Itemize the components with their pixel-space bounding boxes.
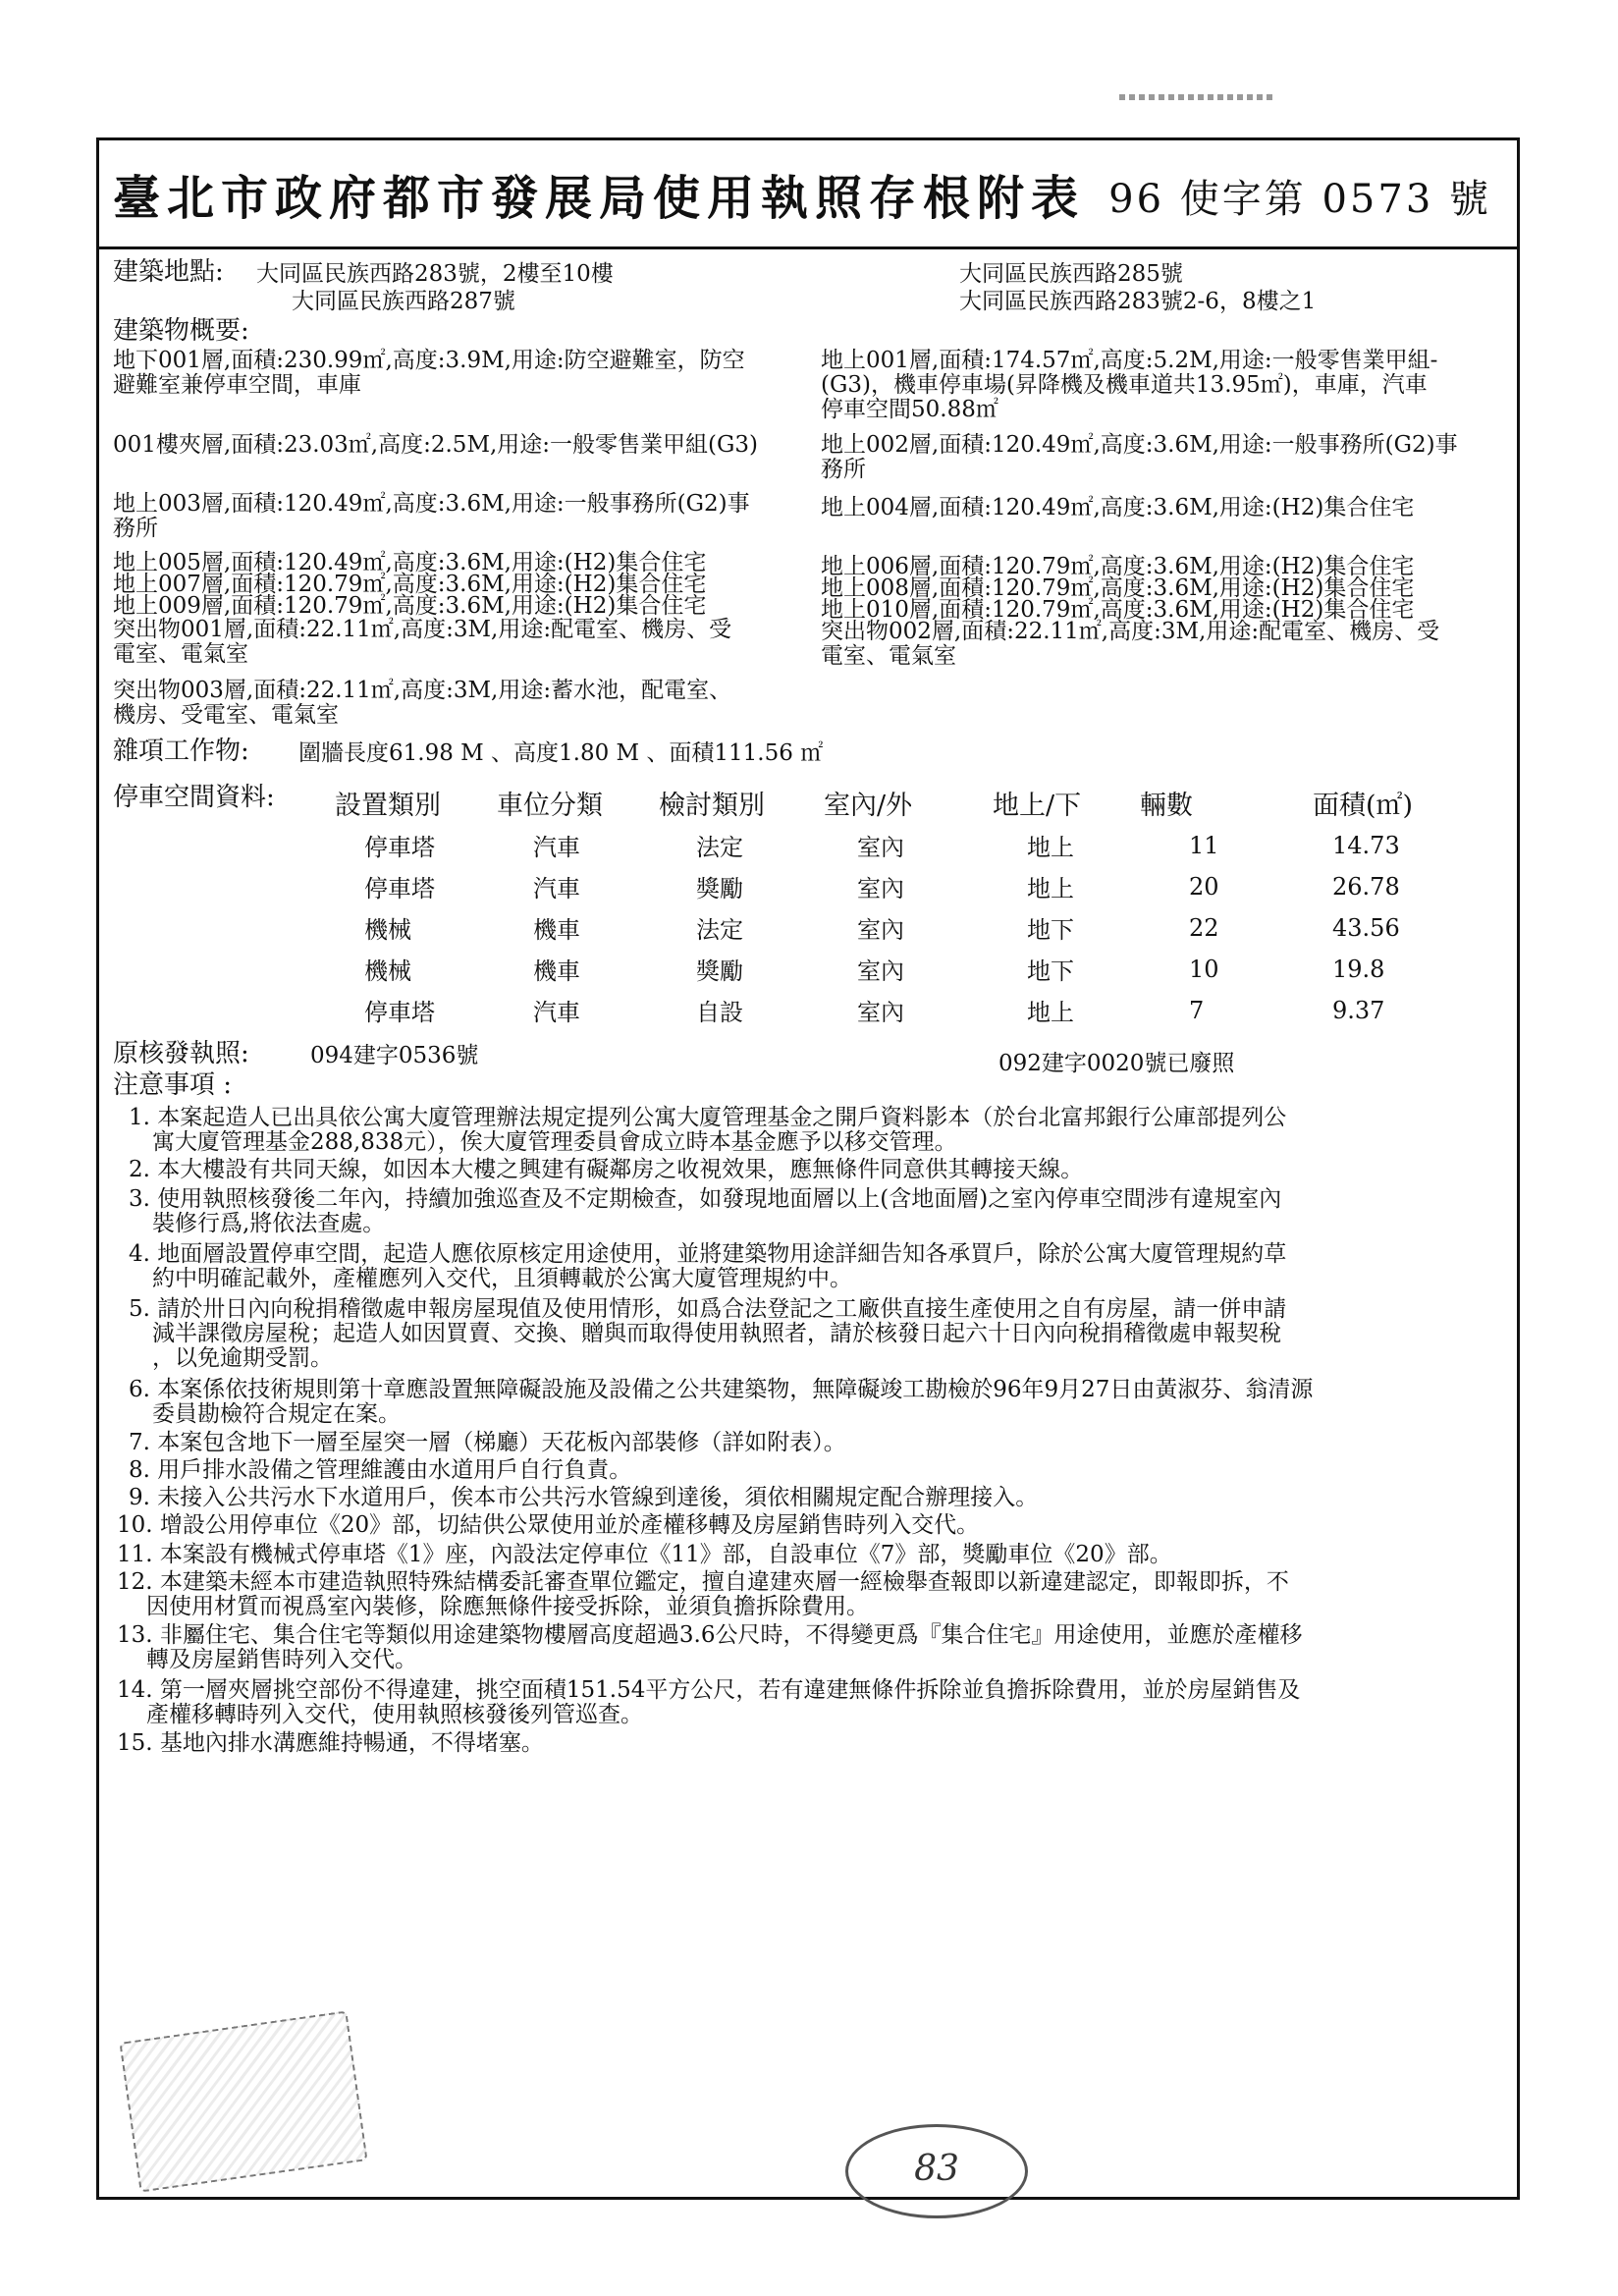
parking-header: 設置類別: [335, 791, 441, 821]
overview-line: 地上001層,面積:174.57㎡,高度:5.2M,用途:一般零售業甲組-: [821, 348, 1438, 373]
parking-cell: 室內: [857, 875, 904, 902]
parking-cell: 法定: [696, 916, 743, 944]
overview-line: 機房、受電室、電氣室: [113, 702, 339, 728]
overview-line: 務所: [821, 457, 866, 482]
page-title: 臺北市政府都市發展局使用執照存根附表: [113, 171, 1086, 226]
parking-cell: 停車塔: [364, 875, 435, 902]
parking-cell: 地下: [1027, 916, 1074, 944]
original-license-value: 094建字0536號: [310, 1043, 479, 1068]
parking-cell: 26.78: [1332, 873, 1400, 901]
parking-cell: 汽車: [533, 834, 580, 861]
overview-line: 地上003層,面積:120.49㎡,高度:3.6M,用途:一般事務所(G2)事: [113, 491, 750, 517]
note-line: 3. 使用執照核發後二年內，持續加強巡查及不定期檢查，如發現地面層以上(含地面層)之室內停車空間涉有違規室內: [129, 1186, 1282, 1212]
parking-cell: 19.8: [1332, 956, 1385, 983]
note-line: 9. 未接入公共污水下水道用戶，俟本市公共污水管線到達後，須依相關規定配合辦理接入。: [129, 1485, 1039, 1510]
parking-cell: 43.56: [1332, 914, 1400, 942]
parking-cell: 自設: [696, 999, 743, 1026]
parking-cell: 獎勵: [696, 957, 743, 985]
parking-cell: 機車: [533, 916, 580, 944]
parking-cell: 14.73: [1332, 832, 1400, 859]
parking-cell: 地下: [1027, 957, 1074, 985]
note-line: 1. 本案起造人已出具依公寓大廈管理辦法規定提列公寓大廈管理基金之開戶資料影本（於台北富邦銀行公庫部提列公: [129, 1105, 1287, 1130]
overview-line: 務所: [113, 516, 158, 541]
overview-line: 地上007層,面積:120.79㎡,高度:3.6M,用途:(H2)集合住宅: [113, 572, 707, 597]
address-4: 大同區民族西路283號2-6，8樓之1: [959, 289, 1317, 314]
note-line: 轉及房屋銷售時列入交代。: [146, 1647, 417, 1672]
page-stamp: [845, 2124, 1028, 2218]
overview-line: 停車空間50.88㎡: [821, 397, 998, 422]
note-line: 10. 增設公用停車位《20》部，切結供公眾使用並於產權移轉及房屋銷售時列入交代。: [117, 1512, 980, 1538]
parking-cell: 10: [1189, 956, 1219, 983]
header: [99, 140, 1517, 249]
address-1: 大同區民族西路283號，2樓至10樓: [256, 261, 614, 287]
note-line: 裝修行爲,將依法查處。: [152, 1211, 386, 1236]
note-line: 5. 請於卅日內向稅捐稽徵處申報房屋現值及使用情形，如爲合法登記之工廠供直接生產使用之自有房屋，請一併申請: [129, 1296, 1287, 1322]
note-line: 11. 本案設有機械式停車塔《1》座，內設法定停車位《11》部，自設車位《7》部，獎勵車位《20》部。: [117, 1542, 1172, 1567]
parking-header: 檢討類別: [659, 791, 765, 821]
note-line: 產權移轉時列入交代，使用執照核發後列管巡查。: [146, 1702, 643, 1727]
overview-line: 地上002層,面積:120.49㎡,高度:3.6M,用途:一般事務所(G2)事: [821, 432, 1458, 458]
parking-cell: 7: [1189, 997, 1205, 1024]
note-line: 7. 本案包含地下一層至屋突一層（梯廳）天花板內部裝修（詳如附表）。: [129, 1430, 846, 1455]
note-line: 因使用材質而視爲室內裝修，除應無條件接受拆除，並須負擔拆除費用。: [146, 1594, 869, 1619]
overview-line: 001樓夾層,面積:23.03㎡,高度:2.5M,用途:一般零售業甲組(G3): [113, 432, 759, 458]
parking-cell: 汽車: [533, 999, 580, 1026]
overview-label: 建築物概要:: [113, 316, 249, 346]
parking-cell: 機車: [533, 957, 580, 985]
overview-line: 突出物002層,面積:22.11㎡,高度:3M,用途:配電室、機房、受: [821, 619, 1440, 644]
note-line: 8. 用戶排水設備之管理維護由水道用戶自行負責。: [129, 1457, 632, 1483]
scan-artifact: [1119, 94, 1276, 100]
original-license-note: 092建字0020號已廢照: [998, 1051, 1235, 1076]
parking-cell: 室內: [857, 916, 904, 944]
parking-cell: 法定: [696, 834, 743, 861]
parking-cell: 汽車: [533, 875, 580, 902]
parking-header: 室內/外: [824, 791, 913, 821]
address-2: 大同區民族西路285號: [959, 261, 1183, 287]
address-3: 大同區民族西路287號: [292, 289, 515, 314]
note-line: 6. 本案係依技術規則第十章應設置無障礙設施及設備之公共建築物，無障礙竣工勘檢於96年9月27日由黃淑芬、翁清源: [129, 1377, 1314, 1402]
overview-line: 突出物001層,面積:22.11㎡,高度:3M,用途:配電室、機房、受: [113, 617, 732, 642]
parking-cell: 機械: [364, 916, 411, 944]
overview-line: 地上009層,面積:120.79㎡,高度:3.6M,用途:(H2)集合住宅: [113, 593, 707, 619]
parking-cell: 室內: [857, 834, 904, 861]
document-frame: [96, 137, 1520, 2200]
note-line: 14. 第一層夾層挑空部份不得違建，挑空面積151.54平方公尺，若有違建無條件拆除並負擔拆除費用，並於房屋銷售及: [117, 1677, 1301, 1703]
overview-line: 地上008層,面積:120.79㎡,高度:3.6M,用途:(H2)集合住宅: [821, 575, 1415, 601]
parking-cell: 停車塔: [364, 999, 435, 1026]
parking-cell: 室內: [857, 957, 904, 985]
parking-cell: 停車塔: [364, 834, 435, 861]
note-line: 委員勘檢符合規定在案。: [152, 1401, 401, 1427]
note-line: 4. 地面層設置停車空間，起造人應依原核定用途使用，並將建築物用途詳細告知各承買戶，除於公寓大廈管理規約草: [129, 1241, 1287, 1267]
page-stamp-number: 83: [914, 2149, 959, 2189]
parking-header: 車位分類: [497, 791, 603, 821]
parking-cell: 機械: [364, 957, 411, 985]
overview-line: 避難室兼停車空間，車庫: [113, 372, 361, 398]
overview-line: 地上010層,面積:120.79㎡,高度:3.6M,用途:(H2)集合住宅: [821, 597, 1415, 623]
parking-label: 停車空間資料:: [113, 783, 275, 812]
note-line: 減半課徵房屋稅；起造人如因買賣、交換、贈與而取得使用執照者，請於核發日起六十日內向稅捐稽徵處申報契稅: [152, 1321, 1281, 1346]
note-line: 15. 基地內排水溝應維持暢通，不得堵塞。: [117, 1730, 544, 1756]
permit-number: 96 使字第 0573 號: [1108, 177, 1491, 222]
parking-cell: 地上: [1027, 999, 1074, 1026]
overview-line: 地上004層,面積:120.49㎡,高度:3.6M,用途:(H2)集合住宅: [821, 495, 1415, 520]
note-line: 13. 非屬住宅、集合住宅等類似用途建築物樓層高度超過3.6公尺時，不得變更爲『集合住宅』用途使用，並應於產權移: [117, 1622, 1303, 1648]
note-line: 12. 本建築未經本市建造執照特殊結構委託審查單位鑑定，擅自違建夾層一經檢舉查報即以新違建認定，即報即拆，不: [117, 1569, 1289, 1595]
parking-header: 地上/下: [993, 791, 1082, 821]
seal-mark: [119, 2010, 367, 2192]
parking-cell: 9.37: [1332, 997, 1385, 1024]
parking-cell: 22: [1189, 914, 1219, 942]
note-line: 約中明確記載外，產權應列入交代，且須轉載於公寓大廈管理規約中。: [152, 1266, 852, 1291]
overview-line: 突出物003層,面積:22.11㎡,高度:3M,用途:蓄水池，配電室、: [113, 678, 732, 703]
overview-line: 地下001層,面積:230.99㎡,高度:3.9M,用途:防空避難室，防空: [113, 348, 745, 373]
overview-line: 電室、電氣室: [113, 641, 248, 667]
note-line: 寓大廈管理基金288,838元），俟大廈管理委員會成立時本基金應予以移交管理。: [152, 1129, 957, 1155]
parking-cell: 地上: [1027, 875, 1074, 902]
overview-line: (G3)，機車停車場(昇降機及機車道共13.95㎡)，車庫，汽車: [821, 372, 1428, 398]
parking-cell: 地上: [1027, 834, 1074, 861]
parking-cell: 11: [1189, 832, 1219, 859]
parking-cell: 獎勵: [696, 875, 743, 902]
overview-line: 地上005層,面積:120.49㎡,高度:3.6M,用途:(H2)集合住宅: [113, 550, 707, 575]
misc-works-value: 圍牆長度61.98 M 、高度1.80 M 、面積111.56 ㎡: [298, 740, 824, 766]
parking-header: 面積(㎡): [1313, 791, 1414, 821]
overview-line: 電室、電氣室: [821, 643, 956, 669]
parking-header: 輛數: [1140, 791, 1193, 821]
original-license-label: 原核發執照:: [113, 1039, 249, 1068]
misc-works-label: 雜項工作物:: [113, 737, 249, 766]
notes-label: 注意事項 :: [113, 1070, 233, 1100]
note-line: ，以免逾期受罰。: [152, 1345, 333, 1371]
note-line: 2. 本大樓設有共同天線，如因本大樓之興建有礙鄰房之收視效果，應無條件同意供其轉接天線。: [129, 1157, 1084, 1182]
overview-line: 地上006層,面積:120.79㎡,高度:3.6M,用途:(H2)集合住宅: [821, 554, 1415, 579]
location-label: 建築地點:: [113, 257, 224, 287]
parking-cell: 室內: [857, 999, 904, 1026]
parking-cell: 20: [1189, 873, 1219, 901]
